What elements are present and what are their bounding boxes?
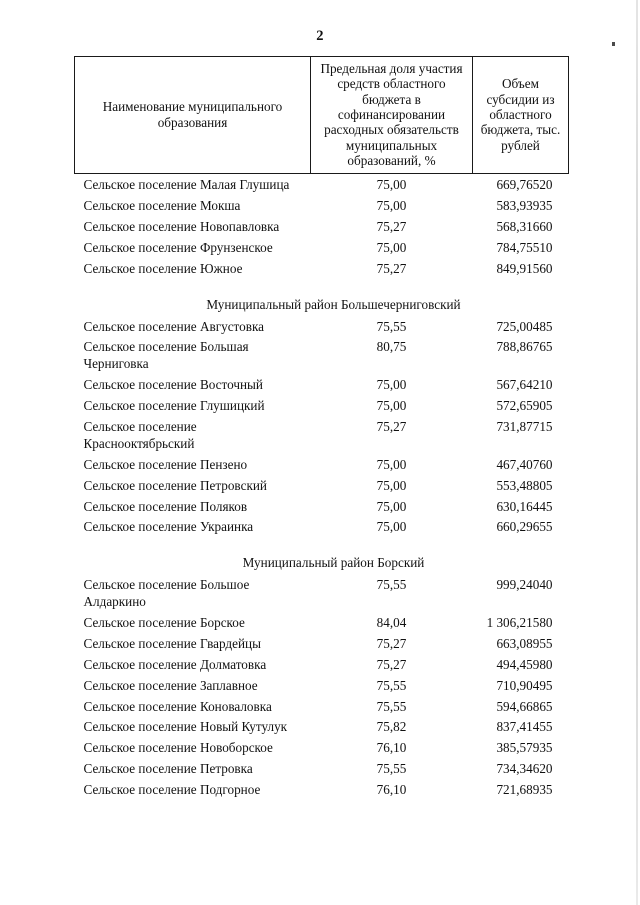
table-section-heading-row bbox=[75, 280, 569, 317]
cell-subsidy-amount: 734,34620 bbox=[473, 759, 569, 780]
cell-subsidy-amount: 467,40760 bbox=[473, 455, 569, 476]
table-section-heading-label: Муниципальный район Большечерниговский bbox=[206, 296, 461, 312]
cell-municipality-name: Сельское поселение Новоборское bbox=[75, 738, 311, 759]
table-row bbox=[75, 738, 569, 759]
cell-subsidy-amount: 553,48805 bbox=[473, 476, 569, 497]
column-header-budget-share-percent: Предельная доля участия средств областного бюджета в софинансировании расходных обязательств муниципальных образований, % bbox=[311, 57, 473, 174]
subsidy-table-container bbox=[74, 56, 568, 801]
cell-subsidy-amount: 568,31660 bbox=[473, 217, 569, 238]
cell-subsidy-amount: 721,68935 bbox=[473, 780, 569, 801]
cell-budget-share-percent: 75,27 bbox=[311, 417, 473, 455]
cell-budget-share-percent: 75,00 bbox=[311, 238, 473, 259]
cell-budget-share-percent: 84,04 bbox=[311, 613, 473, 634]
cell-subsidy-amount: 837,41455 bbox=[473, 717, 569, 738]
cell-subsidy-amount: 999,24040 bbox=[473, 575, 569, 613]
cell-municipality-name: Сельское поселение Южное bbox=[75, 259, 311, 280]
scan-artifact-speck bbox=[612, 42, 615, 46]
table-section-heading-cell bbox=[75, 538, 569, 575]
cell-municipality-name: Сельское поселение Фрунзенское bbox=[75, 238, 311, 259]
cell-municipality-name: Сельское поселение Поляков bbox=[75, 497, 311, 518]
column-header-subsidy-amount: Объем субсидии из областного бюджета, тыс. рублей bbox=[473, 57, 569, 174]
table-row bbox=[75, 317, 569, 338]
cell-municipality-name: Сельское поселение Украинка bbox=[75, 517, 311, 538]
cell-budget-share-percent: 75,00 bbox=[311, 455, 473, 476]
table-row bbox=[75, 780, 569, 801]
cell-subsidy-amount: 660,29655 bbox=[473, 517, 569, 538]
cell-municipality-name: Сельское поселение Большое Алдаркино bbox=[75, 575, 311, 613]
table-row bbox=[75, 655, 569, 676]
table-body bbox=[75, 174, 569, 801]
cell-budget-share-percent: 75,00 bbox=[311, 476, 473, 497]
table-row bbox=[75, 613, 569, 634]
cell-budget-share-percent: 75,00 bbox=[311, 174, 473, 196]
cell-budget-share-percent: 75,00 bbox=[311, 196, 473, 217]
cell-municipality-name: Сельское поселение Августовка bbox=[75, 317, 311, 338]
table-row bbox=[75, 259, 569, 280]
table-row bbox=[75, 417, 569, 455]
cell-budget-share-percent: 75,55 bbox=[311, 676, 473, 697]
table-row bbox=[75, 174, 569, 196]
table-row bbox=[75, 717, 569, 738]
cell-budget-share-percent: 75,00 bbox=[311, 517, 473, 538]
table-row bbox=[75, 634, 569, 655]
table-section-heading-row bbox=[75, 538, 569, 575]
cell-budget-share-percent: 75,27 bbox=[311, 655, 473, 676]
cell-municipality-name: Сельское поселение Восточный bbox=[75, 375, 311, 396]
cell-subsidy-amount: 594,66865 bbox=[473, 697, 569, 718]
cell-municipality-name: Сельское поселение Глушицкий bbox=[75, 396, 311, 417]
cell-subsidy-amount: 788,86765 bbox=[473, 337, 569, 375]
cell-subsidy-amount: 710,90495 bbox=[473, 676, 569, 697]
cell-municipality-name: Сельское поселение Гвардейцы bbox=[75, 634, 311, 655]
cell-subsidy-amount: 494,45980 bbox=[473, 655, 569, 676]
table-section-heading-cell bbox=[75, 280, 569, 317]
table-row bbox=[75, 196, 569, 217]
cell-budget-share-percent: 75,55 bbox=[311, 759, 473, 780]
table-header bbox=[75, 57, 569, 174]
cell-subsidy-amount: 572,65905 bbox=[473, 396, 569, 417]
cell-municipality-name: Сельское поселение Новый Кутулук bbox=[75, 717, 311, 738]
cell-budget-share-percent: 75,27 bbox=[311, 634, 473, 655]
cell-municipality-name: Сельское поселение Заплавное bbox=[75, 676, 311, 697]
table-row bbox=[75, 217, 569, 238]
cell-budget-share-percent: 75,27 bbox=[311, 259, 473, 280]
cell-municipality-name: Сельское поселение Петровский bbox=[75, 476, 311, 497]
table-row bbox=[75, 676, 569, 697]
cell-municipality-name: Сельское поселение Большая Черниговка bbox=[75, 337, 311, 375]
cell-budget-share-percent: 76,10 bbox=[311, 780, 473, 801]
cell-subsidy-amount: 567,64210 bbox=[473, 375, 569, 396]
cell-subsidy-amount: 731,87715 bbox=[473, 417, 569, 455]
cell-municipality-name: Сельское поселение Петровка bbox=[75, 759, 311, 780]
cell-municipality-name: Сельское поселение Краснооктябрьский bbox=[75, 417, 311, 455]
table-row bbox=[75, 396, 569, 417]
table-row bbox=[75, 375, 569, 396]
cell-municipality-name: Сельское поселение Мокша bbox=[75, 196, 311, 217]
cell-budget-share-percent: 75,55 bbox=[311, 317, 473, 338]
cell-municipality-name: Сельское поселение Пензено bbox=[75, 455, 311, 476]
cell-subsidy-amount: 669,76520 bbox=[473, 174, 569, 196]
cell-municipality-name: Сельское поселение Подгорное bbox=[75, 780, 311, 801]
cell-subsidy-amount: 385,57935 bbox=[473, 738, 569, 759]
table-row bbox=[75, 759, 569, 780]
cell-subsidy-amount: 663,08955 bbox=[473, 634, 569, 655]
cell-budget-share-percent: 75,27 bbox=[311, 217, 473, 238]
cell-municipality-name: Сельское поселение Борское bbox=[75, 613, 311, 634]
cell-municipality-name: Сельское поселение Новопавловка bbox=[75, 217, 311, 238]
table-row bbox=[75, 575, 569, 613]
table-section-heading-label: Муниципальный район Борский bbox=[242, 555, 425, 571]
cell-budget-share-percent: 75,00 bbox=[311, 497, 473, 518]
table-row bbox=[75, 697, 569, 718]
cell-budget-share-percent: 75,00 bbox=[311, 396, 473, 417]
table-row bbox=[75, 497, 569, 518]
cell-subsidy-amount: 725,00485 bbox=[473, 317, 569, 338]
table-row bbox=[75, 476, 569, 497]
table-row bbox=[75, 517, 569, 538]
cell-subsidy-amount: 849,91560 bbox=[473, 259, 569, 280]
cell-subsidy-amount: 583,93935 bbox=[473, 196, 569, 217]
subsidy-table bbox=[74, 56, 569, 801]
cell-subsidy-amount: 630,16445 bbox=[473, 497, 569, 518]
cell-budget-share-percent: 75,00 bbox=[311, 375, 473, 396]
cell-subsidy-amount: 1 306,21580 bbox=[473, 613, 569, 634]
column-header-municipality-name: Наименование муниципального образования bbox=[75, 57, 311, 174]
table-header-row bbox=[75, 57, 569, 174]
cell-budget-share-percent: 80,75 bbox=[311, 337, 473, 375]
page-number: 2 bbox=[316, 28, 324, 44]
cell-municipality-name: Сельское поселение Малая Глушица bbox=[75, 174, 311, 196]
cell-budget-share-percent: 75,82 bbox=[311, 717, 473, 738]
scan-edge-shadow bbox=[636, 0, 638, 905]
cell-budget-share-percent: 76,10 bbox=[311, 738, 473, 759]
cell-budget-share-percent: 75,55 bbox=[311, 575, 473, 613]
table-row bbox=[75, 337, 569, 375]
cell-municipality-name: Сельское поселение Коноваловка bbox=[75, 697, 311, 718]
cell-subsidy-amount: 784,75510 bbox=[473, 238, 569, 259]
cell-budget-share-percent: 75,55 bbox=[311, 697, 473, 718]
table-row bbox=[75, 238, 569, 259]
cell-municipality-name: Сельское поселение Долматовка bbox=[75, 655, 311, 676]
table-row bbox=[75, 455, 569, 476]
